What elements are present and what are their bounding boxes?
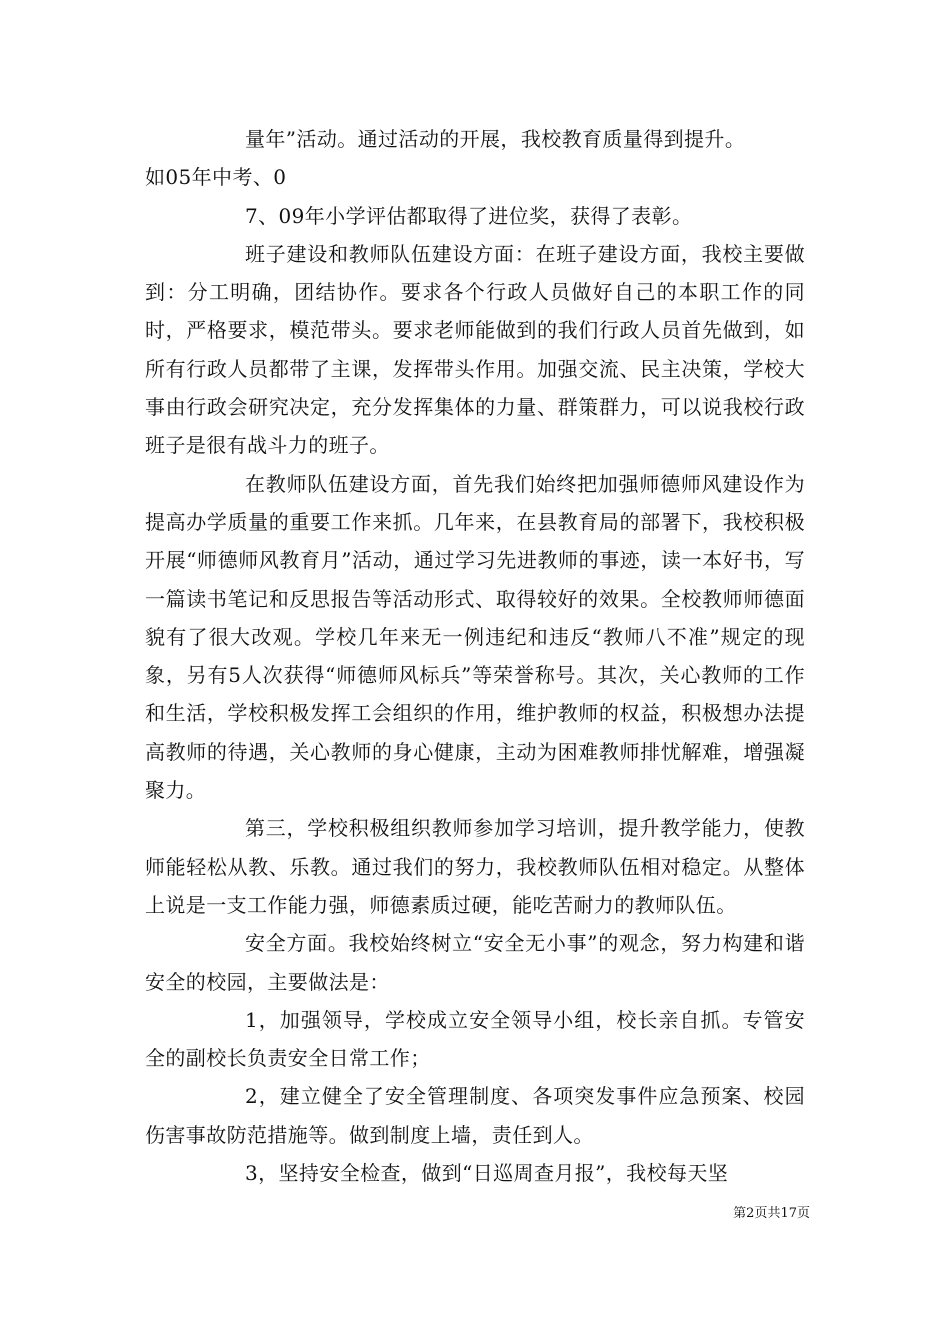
paragraph: 7、09年小学评估都取得了进位奖，获得了表彰。 xyxy=(245,203,693,228)
paragraph: 3，坚持安全检查，做到“日巡周查月报”，我校每天坚 xyxy=(245,1161,729,1186)
paragraph: 如05年中考、0 xyxy=(145,165,287,190)
paragraph: 在教师队伍建设方面，首先我们始终把加强师德师风建设作为提高办学质量的重要工作来抓。几年来，在县教育局的部署下，我校积极开展“师德师风教育月”活动，通过学习先进教师的事迹，读一本好书，写一篇读书笔记和反思报告等活动形式、取得较好的效果。全校教师师德面貌有了很大改观。学校几年来无一例违纪和违反“教师八不准”规定的现象，另有5人次获得“师德师风标兵”等荣誉称号。其次，关心教师的工作和生活，学校积极发挥工会组织的作用，维护教师的权益，积极想办法提高教师的待遇，关心教师的身心健康，主动为困难教师排忧解难，增强凝聚力。 xyxy=(145,471,805,803)
page-number: 第2页共17页 xyxy=(733,1206,810,1221)
paragraph: 量年”活动。通过活动的开展，我校教育质量得到提升。 xyxy=(245,127,746,151)
document-body xyxy=(145,120,805,1192)
paragraph: 2，建立健全了安全管理制度、各项突发事件应急预案、校园伤害事故防范措施等。做到制度上墙，责任到人。 xyxy=(145,1084,805,1147)
paragraph: 安全方面。我校始终树立“安全无小事”的观念，努力构建和谐安全的校园，主要做法是： xyxy=(145,931,805,994)
paragraph: 1，加强领导，学校成立安全领导小组，校长亲自抓。专管安全的副校长负责安全日常工作； xyxy=(145,1007,805,1071)
paragraph: 班子建设和教师队伍建设方面：在班子建设方面，我校主要做到：分工明确，团结协作。要求各个行政人员做好自己的本职工作的同时，严格要求，模范带头。要求老师能做到的我们行政人员首先做到，如所有行政人员都带了主课，发挥带头作用。加强交流、民主决策，学校大事由行政会研究决定，充分发挥集体的力量、群策群力，可以说我校行政班子是很有战斗力的班子。 xyxy=(145,241,805,458)
paragraph: 第三，学校积极组织教师参加学习培训，提升教学能力，使教师能轻松从教、乐教。通过我们的努力，我校教师队伍相对稳定。从整体上说是一支工作能力强，师德素质过硬，能吃苦耐力的教师队伍。 xyxy=(145,816,805,917)
